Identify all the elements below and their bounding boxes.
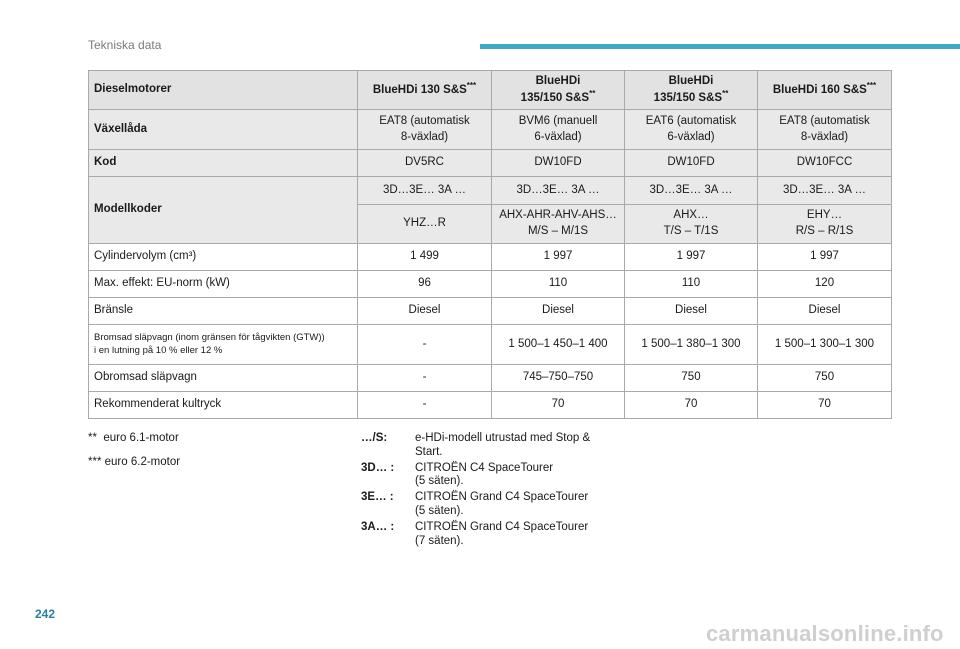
row-label: Rekommenderat kultryck (89, 392, 358, 419)
table-cell: 3D…3E… 3A … (492, 177, 625, 205)
section-accent-bar (480, 44, 960, 49)
table-row-model-codes-1 (89, 177, 892, 205)
table-cell: - (358, 325, 492, 365)
table-cell: 3D…3E… 3A … (758, 177, 892, 205)
row-label: Växellåda (89, 110, 358, 150)
header-col-1: BlueHDi 130 S&S*** (358, 71, 492, 110)
table-cell: DV5RC (358, 150, 492, 177)
row-label: Bromsad släpvagn (inom gränsen för tågvikten (GTW)) i en lutning på 10 % eller 12 % (89, 325, 358, 365)
table-cell: Diesel (358, 298, 492, 325)
table-cell: 70 (492, 392, 625, 419)
footnotes (88, 432, 180, 480)
table-cell: EAT8 (automatisk 8-växlad) (758, 110, 892, 150)
table-cell: Diesel (758, 298, 892, 325)
table-row-max-power (89, 271, 892, 298)
row-label: Kod (89, 150, 358, 177)
table-cell: 1 499 (358, 244, 492, 271)
row-label: Cylindervolym (cm³) (89, 244, 358, 271)
table-cell: 3D…3E… 3A … (358, 177, 492, 205)
table-cell: 70 (625, 392, 758, 419)
abbreviation-item: 3D… : CITROËN C4 SpaceTourer (5 säten). (361, 461, 554, 488)
table-cell: Diesel (625, 298, 758, 325)
table-cell: EAT6 (automatisk 6-växlad) (625, 110, 758, 150)
table-cell: 750 (758, 365, 892, 392)
table-cell: 3D…3E… 3A … (625, 177, 758, 205)
table-cell: 1 997 (492, 244, 625, 271)
table-cell: 750 (625, 365, 758, 392)
table-cell: 70 (758, 392, 892, 419)
table-header-row (89, 71, 892, 110)
table-cell: - (358, 392, 492, 419)
table-cell: 110 (492, 271, 625, 298)
table-row-gearbox (89, 110, 892, 150)
table-cell: 1 500–1 380–1 300 (625, 325, 758, 365)
header-label: Dieselmotorer (89, 71, 358, 110)
table-cell: AHX-AHR-AHV-AHS… M/S – M/1S (492, 205, 625, 244)
section-title: Tekniska data (88, 38, 162, 52)
table-cell: DW10FCC (758, 150, 892, 177)
table-cell: AHX… T/S – T/1S (625, 205, 758, 244)
table-cell: - (358, 365, 492, 392)
abbreviation-item: 3A… : CITROËN Grand C4 SpaceTourer (7 säten). (361, 520, 589, 547)
header-col-2: BlueHDi 135/150 S&S** (492, 71, 625, 110)
table-row-tow-ball-load (89, 392, 892, 419)
diesel-engine-spec-table (88, 70, 892, 419)
table-cell: YHZ…R (358, 205, 492, 244)
header-col-4: BlueHDi 160 S&S*** (758, 71, 892, 110)
table-row-unbraked-trailer (89, 365, 892, 392)
table-cell: 1 500–1 300–1 300 (758, 325, 892, 365)
abbreviation-list (361, 432, 615, 550)
table-cell: EHY… R/S – R/1S (758, 205, 892, 244)
table-cell: 96 (358, 271, 492, 298)
table-cell: 110 (625, 271, 758, 298)
abbreviation-item: …/S: e-HDi-modell utrustad med Stop & Start. (361, 432, 591, 458)
page-number: 242 (35, 607, 56, 621)
row-label: Max. effekt: EU-norm (kW) (89, 271, 358, 298)
table-cell: DW10FD (625, 150, 758, 177)
row-label: Obromsad släpvagn (89, 365, 358, 392)
table-cell: 1 997 (625, 244, 758, 271)
watermark-logo: carmanualsonline.info (706, 621, 944, 646)
table-row-fuel (89, 298, 892, 325)
table-cell: Diesel (492, 298, 625, 325)
abbreviation-item: 3E… : CITROËN Grand C4 SpaceTourer (5 säten). (361, 491, 589, 517)
table-cell: 1 997 (758, 244, 892, 271)
header-col-3: BlueHDi 135/150 S&S** (625, 71, 758, 110)
table-row-braked-trailer (89, 325, 892, 365)
table-cell: EAT8 (automatisk 8-växlad) (358, 110, 492, 150)
table-row-code (89, 150, 892, 177)
table-cell: 120 (758, 271, 892, 298)
footnote: *** euro 6.2-motor (88, 456, 181, 468)
table-cell: 745–750–750 (492, 365, 625, 392)
table-cell: BVM6 (manuell 6-växlad) (492, 110, 625, 150)
table-cell: 1 500–1 450–1 400 (492, 325, 625, 365)
table-row-displacement (89, 244, 892, 271)
footnote: ** euro 6.1-motor (88, 432, 179, 444)
row-label: Modellkoder (89, 177, 358, 244)
row-label: Bränsle (89, 298, 358, 325)
table-cell: DW10FD (492, 150, 625, 177)
